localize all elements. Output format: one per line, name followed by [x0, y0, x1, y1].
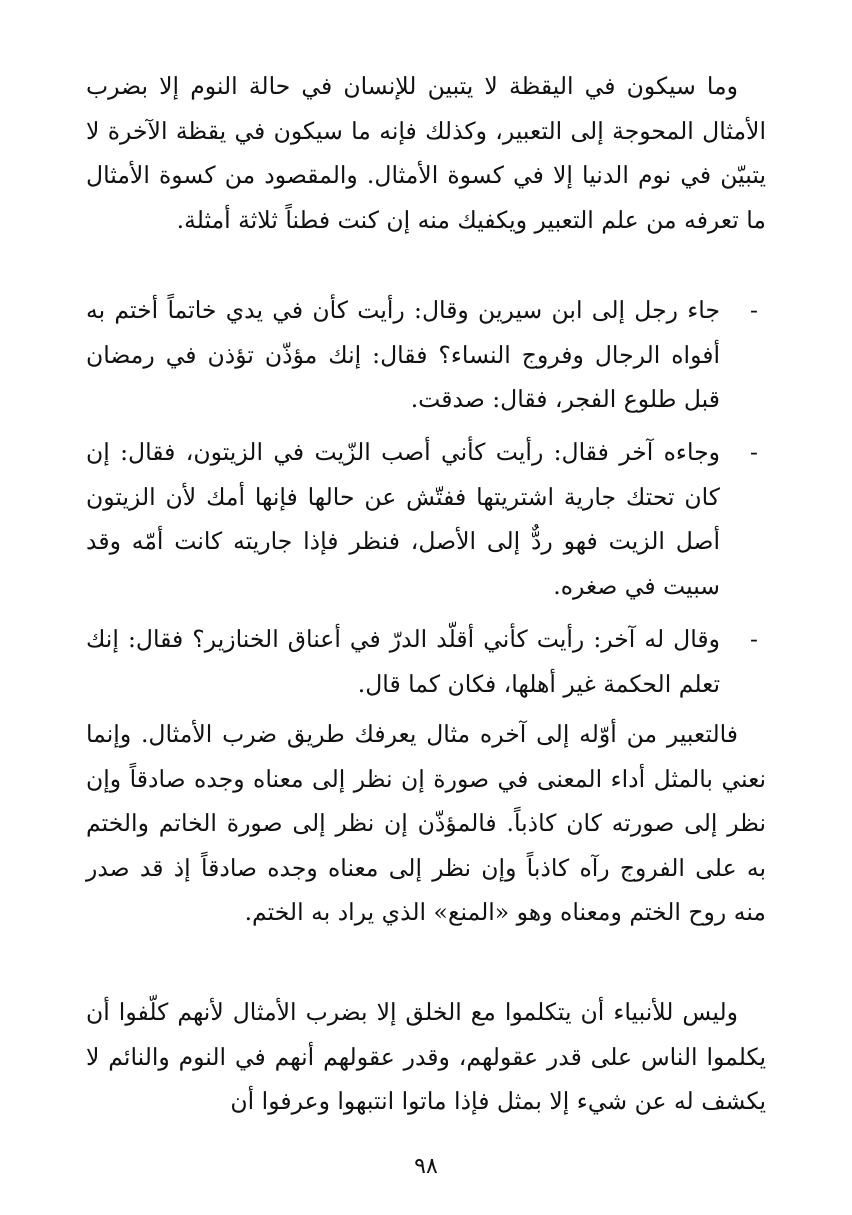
paragraph-text: فالتعبير من أوّله إلى آخره مثال يعرفك طريق ضرب الأمثال. وإنما نعني بالمثل أداء المعنى في صورة إن نظر إلى معناه وجده صادقاً وإن نظر إلى صورته كان كاذباً. فالمؤذّن إن نظر إلى صورة الخاتم والختم به على الفروج رآه كاذباً وإن نظر إلى معناه وجده صادقاً إذ قد صدر منه روح الختم ومعناه وهو «المنع» الذي يراد به الختم. — [86, 720, 766, 926]
paragraph-text: وما سيكون في اليقظة لا يتبين للإنسان في حالة النوم إلا بضرب الأمثال المحوجة إلى التعبير، وكذلك فإنه ما سيكون في يقظة الآخرة لا يتبيّن في نوم الدنيا إلا في كسوة الأمثال. والمقصود من كسوة الأمثال ما تعرفه من علم التعبير ويكفيك منه إن كنت فطناً ثلاثة أمثلة. — [86, 72, 766, 234]
paragraph-interpretation — [86, 712, 766, 935]
list-item-text: وجاءه آخر فقال: رأيت كأني أصب الزّيت في الزيتون، فقال: إن كان تحتك جارية اشتريتها ففتّش عن حالها فإنها أمك لأن الزيتون أصل الزيت فهو ردٌّ إلى الأصل، فنظر فإذا جاريته كانت أمّه وقد سبيت في صغره. — [86, 438, 720, 600]
paragraph-text: وليس للأنبياء أن يتكلموا مع الخلق إلا بضرب الأمثال لأنهم كلّفوا أن يكلموا الناس على قدر عقولهم، وقدر عقولهم أنهم في النوم والنائم لا يكشف له عن شيء إلا بمثل فإذا ماتوا انتبهوا وعرفوا أن — [86, 998, 766, 1115]
bullet-dash: - — [750, 625, 758, 653]
list-item-text: جاء رجل إلى ابن سيرين وقال: رأيت كأن في يدي خاتماً أختم به أفواه الرجال وفروج النساء؟ فقال: إنك مؤذّن تؤذن في رمضان قبل طلوع الفجر، فقال: صدقت. — [86, 296, 720, 413]
page-number: ٩٨ — [414, 1154, 438, 1179]
paragraph-prophets — [86, 990, 766, 1124]
bullet-dash: - — [750, 296, 758, 324]
bullet-dash: - — [750, 438, 758, 466]
list-item — [86, 430, 766, 608]
list-item — [86, 288, 766, 422]
list-item-text: وقال له آخر: رأيت كأني أقلّد الدرّ في أعناق الخنازير؟ فقال: إنك تعلم الحكمة غير أهلها، فكان كما قال. — [86, 625, 720, 698]
paragraph-intro — [86, 64, 766, 242]
list-item — [86, 617, 766, 706]
